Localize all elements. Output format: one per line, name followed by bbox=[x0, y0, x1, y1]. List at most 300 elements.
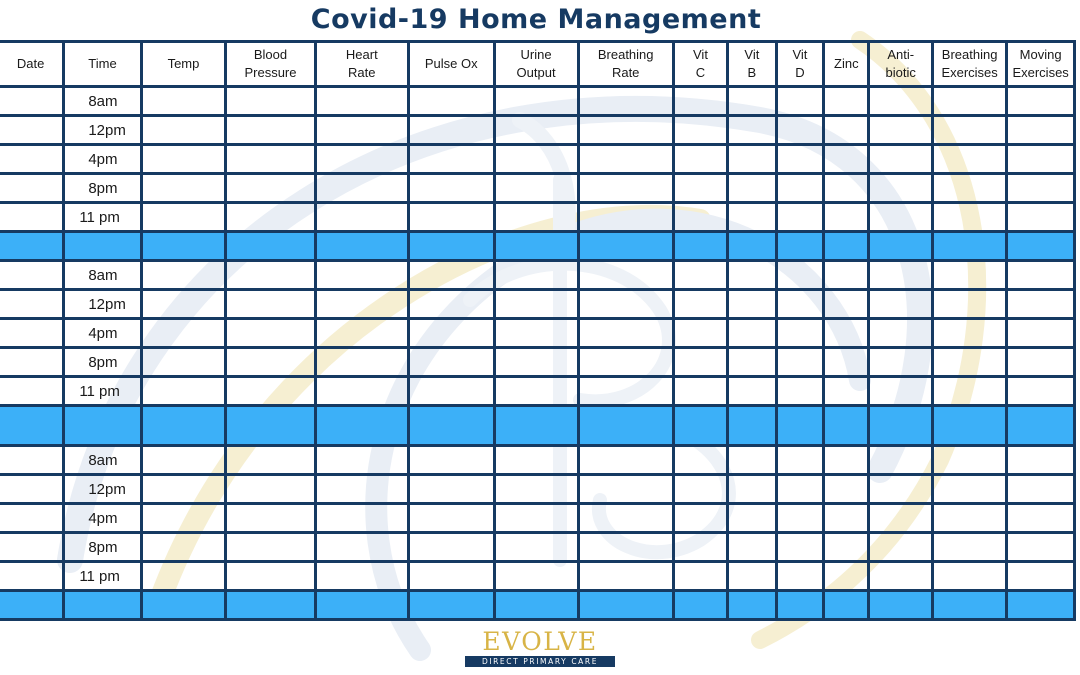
entry-cell[interactable] bbox=[578, 290, 673, 319]
entry-cell[interactable] bbox=[578, 446, 673, 475]
entry-cell[interactable] bbox=[315, 377, 408, 406]
entry-cell[interactable] bbox=[1007, 290, 1075, 319]
entry-cell[interactable] bbox=[728, 261, 777, 290]
header-date: Date bbox=[0, 42, 64, 87]
separator-cell bbox=[578, 232, 673, 261]
separator-cell bbox=[673, 232, 727, 261]
date-entry-cell[interactable] bbox=[0, 562, 64, 591]
time-label: 12pm bbox=[88, 295, 126, 313]
table-row bbox=[0, 562, 1075, 591]
entry-cell[interactable] bbox=[578, 533, 673, 562]
entry-cell[interactable] bbox=[1007, 116, 1075, 145]
time-label: 4pm bbox=[88, 150, 118, 168]
entry-cell[interactable] bbox=[824, 203, 869, 232]
entry-cell[interactable] bbox=[728, 290, 777, 319]
header-vit-d: Vit D bbox=[776, 42, 824, 87]
entry-cell[interactable] bbox=[932, 203, 1006, 232]
separator-cell bbox=[141, 232, 226, 261]
time-label: 11 pm bbox=[79, 208, 120, 226]
entry-cell[interactable] bbox=[869, 290, 933, 319]
entry-cell[interactable] bbox=[315, 533, 408, 562]
entry-cell[interactable] bbox=[776, 116, 824, 145]
entry-cell[interactable] bbox=[728, 145, 777, 174]
entry-cell[interactable] bbox=[578, 116, 673, 145]
entry-cell[interactable] bbox=[226, 533, 315, 562]
entry-cell[interactable] bbox=[578, 87, 673, 116]
separator-cell bbox=[0, 232, 64, 261]
entry-cell[interactable] bbox=[578, 377, 673, 406]
entry-cell[interactable] bbox=[824, 261, 869, 290]
separator-cell bbox=[869, 232, 933, 261]
entry-cell[interactable] bbox=[141, 475, 226, 504]
separator-cell bbox=[1007, 591, 1075, 620]
entry-cell[interactable] bbox=[1007, 87, 1075, 116]
entry-cell[interactable] bbox=[776, 475, 824, 504]
entry-cell[interactable] bbox=[932, 116, 1006, 145]
entry-cell[interactable] bbox=[824, 562, 869, 591]
entry-cell[interactable] bbox=[932, 348, 1006, 377]
entry-cell[interactable] bbox=[494, 261, 578, 290]
entry-cell[interactable] bbox=[728, 562, 777, 591]
entry-cell[interactable] bbox=[408, 348, 494, 377]
date-entry-cell[interactable] bbox=[0, 87, 64, 116]
entry-cell[interactable] bbox=[494, 290, 578, 319]
entry-cell[interactable] bbox=[824, 475, 869, 504]
entry-cell[interactable] bbox=[494, 504, 578, 533]
entry-cell[interactable] bbox=[408, 504, 494, 533]
entry-cell[interactable] bbox=[141, 261, 226, 290]
entry-cell[interactable] bbox=[141, 504, 226, 533]
separator-cell bbox=[728, 406, 777, 446]
separator-cell bbox=[869, 406, 933, 446]
separator-cell bbox=[226, 232, 315, 261]
entry-cell[interactable] bbox=[728, 533, 777, 562]
entry-cell[interactable] bbox=[315, 319, 408, 348]
entry-cell[interactable] bbox=[776, 562, 824, 591]
entry-cell[interactable] bbox=[673, 446, 727, 475]
entry-cell[interactable] bbox=[494, 203, 578, 232]
separator-cell bbox=[776, 406, 824, 446]
date-entry-cell[interactable] bbox=[0, 475, 64, 504]
separator-cell bbox=[1007, 232, 1075, 261]
entry-cell[interactable] bbox=[315, 203, 408, 232]
entry-cell[interactable] bbox=[408, 203, 494, 232]
time-label: 8am bbox=[88, 266, 118, 284]
entry-cell[interactable] bbox=[932, 475, 1006, 504]
entry-cell[interactable] bbox=[1007, 319, 1075, 348]
header-heart-rate: Heart Rate bbox=[315, 42, 408, 87]
entry-cell[interactable] bbox=[226, 475, 315, 504]
entry-cell[interactable] bbox=[1007, 377, 1075, 406]
entry-cell[interactable] bbox=[673, 533, 727, 562]
entry-cell[interactable] bbox=[408, 87, 494, 116]
entry-cell[interactable] bbox=[141, 290, 226, 319]
entry-cell[interactable] bbox=[932, 290, 1006, 319]
header-zinc: Zinc bbox=[824, 42, 869, 87]
entry-cell[interactable] bbox=[869, 116, 933, 145]
entry-cell[interactable] bbox=[141, 562, 226, 591]
entry-cell[interactable] bbox=[932, 504, 1006, 533]
date-entry-cell[interactable] bbox=[0, 290, 64, 319]
entry-cell[interactable] bbox=[315, 116, 408, 145]
entry-cell[interactable] bbox=[776, 174, 824, 203]
evolve-logo bbox=[461, 629, 619, 669]
entry-cell[interactable] bbox=[776, 319, 824, 348]
entry-cell[interactable] bbox=[932, 87, 1006, 116]
entry-cell[interactable] bbox=[869, 203, 933, 232]
entry-cell[interactable] bbox=[869, 446, 933, 475]
entry-cell[interactable] bbox=[226, 319, 315, 348]
entry-cell[interactable] bbox=[494, 377, 578, 406]
entry-cell[interactable] bbox=[226, 290, 315, 319]
entry-cell[interactable] bbox=[141, 319, 226, 348]
entry-cell[interactable] bbox=[932, 562, 1006, 591]
separator-cell bbox=[728, 232, 777, 261]
time-cell bbox=[64, 562, 141, 591]
entry-cell[interactable] bbox=[1007, 504, 1075, 533]
separator-cell bbox=[578, 406, 673, 446]
date-entry-cell[interactable] bbox=[0, 319, 64, 348]
entry-cell[interactable] bbox=[494, 87, 578, 116]
entry-cell[interactable] bbox=[226, 174, 315, 203]
entry-cell[interactable] bbox=[408, 290, 494, 319]
time-cell bbox=[64, 116, 141, 145]
entry-cell[interactable] bbox=[494, 116, 578, 145]
entry-cell[interactable] bbox=[776, 87, 824, 116]
entry-cell[interactable] bbox=[141, 446, 226, 475]
time-label: 11 pm bbox=[79, 382, 120, 400]
separator-cell bbox=[315, 406, 408, 446]
entry-cell[interactable] bbox=[141, 116, 226, 145]
entry-cell[interactable] bbox=[932, 533, 1006, 562]
separator-cell bbox=[673, 406, 727, 446]
separator-cell bbox=[141, 406, 226, 446]
entry-cell[interactable] bbox=[141, 377, 226, 406]
date-entry-cell[interactable] bbox=[0, 116, 64, 145]
entry-cell[interactable] bbox=[932, 145, 1006, 174]
entry-cell[interactable] bbox=[226, 87, 315, 116]
entry-cell[interactable] bbox=[1007, 475, 1075, 504]
day-separator-row bbox=[0, 232, 1075, 261]
entry-cell[interactable] bbox=[673, 319, 727, 348]
entry-cell[interactable] bbox=[673, 475, 727, 504]
entry-cell[interactable] bbox=[141, 87, 226, 116]
time-cell bbox=[64, 475, 141, 504]
entry-cell[interactable] bbox=[824, 87, 869, 116]
table-row bbox=[0, 174, 1075, 203]
entry-cell[interactable] bbox=[728, 377, 777, 406]
entry-cell[interactable] bbox=[728, 348, 777, 377]
time-label: 12pm bbox=[88, 480, 126, 498]
separator-cell bbox=[0, 406, 64, 446]
tracking-table bbox=[0, 40, 1076, 621]
entry-cell[interactable] bbox=[776, 446, 824, 475]
entry-cell[interactable] bbox=[141, 203, 226, 232]
separator-cell bbox=[408, 406, 494, 446]
entry-cell[interactable] bbox=[824, 319, 869, 348]
entry-cell[interactable] bbox=[1007, 261, 1075, 290]
entry-cell[interactable] bbox=[494, 533, 578, 562]
entry-cell[interactable] bbox=[408, 475, 494, 504]
entry-cell[interactable] bbox=[1007, 446, 1075, 475]
time-cell bbox=[64, 319, 141, 348]
entry-cell[interactable] bbox=[824, 504, 869, 533]
entry-cell[interactable] bbox=[932, 319, 1006, 348]
entry-cell[interactable] bbox=[315, 261, 408, 290]
separator-cell bbox=[824, 232, 869, 261]
entry-cell[interactable] bbox=[578, 261, 673, 290]
time-cell bbox=[64, 504, 141, 533]
time-cell bbox=[64, 377, 141, 406]
table-row bbox=[0, 446, 1075, 475]
separator-cell bbox=[0, 591, 64, 620]
header-moving-exercises: Moving Exercises bbox=[1007, 42, 1075, 87]
entry-cell[interactable] bbox=[824, 377, 869, 406]
entry-cell[interactable] bbox=[578, 145, 673, 174]
entry-cell[interactable] bbox=[932, 174, 1006, 203]
header-urine-output: Urine Output bbox=[494, 42, 578, 87]
entry-cell[interactable] bbox=[824, 116, 869, 145]
entry-cell[interactable] bbox=[578, 504, 673, 533]
entry-cell[interactable] bbox=[315, 145, 408, 174]
entry-cell[interactable] bbox=[408, 533, 494, 562]
entry-cell[interactable] bbox=[932, 446, 1006, 475]
entry-cell[interactable] bbox=[578, 348, 673, 377]
entry-cell[interactable] bbox=[869, 475, 933, 504]
header-temp: Temp bbox=[141, 42, 226, 87]
header-breathing-rate: Breathing Rate bbox=[578, 42, 673, 87]
entry-cell[interactable] bbox=[776, 348, 824, 377]
day-separator-row bbox=[0, 591, 1075, 620]
time-label: 8pm bbox=[88, 353, 118, 371]
entry-cell[interactable] bbox=[673, 116, 727, 145]
time-cell bbox=[64, 290, 141, 319]
logo-wordmark: EVOLVE bbox=[482, 627, 598, 656]
entry-cell[interactable] bbox=[226, 446, 315, 475]
entry-cell[interactable] bbox=[578, 174, 673, 203]
entry-cell[interactable] bbox=[315, 504, 408, 533]
entry-cell[interactable] bbox=[1007, 174, 1075, 203]
entry-cell[interactable] bbox=[673, 145, 727, 174]
entry-cell[interactable] bbox=[728, 446, 777, 475]
entry-cell[interactable] bbox=[673, 562, 727, 591]
entry-cell[interactable] bbox=[728, 174, 777, 203]
date-entry-cell[interactable] bbox=[0, 533, 64, 562]
date-entry-cell[interactable] bbox=[0, 145, 64, 174]
entry-cell[interactable] bbox=[824, 290, 869, 319]
entry-cell[interactable] bbox=[315, 87, 408, 116]
entry-cell[interactable] bbox=[226, 261, 315, 290]
entry-cell[interactable] bbox=[141, 145, 226, 174]
time-label: 8am bbox=[88, 451, 118, 469]
entry-cell[interactable] bbox=[408, 145, 494, 174]
date-entry-cell[interactable] bbox=[0, 348, 64, 377]
separator-cell bbox=[776, 591, 824, 620]
date-entry-cell[interactable] bbox=[0, 174, 64, 203]
entry-cell[interactable] bbox=[494, 475, 578, 504]
separator-cell bbox=[315, 591, 408, 620]
separator-cell bbox=[1007, 406, 1075, 446]
entry-cell[interactable] bbox=[869, 562, 933, 591]
entry-cell[interactable] bbox=[408, 174, 494, 203]
time-cell bbox=[64, 145, 141, 174]
entry-cell[interactable] bbox=[824, 533, 869, 562]
entry-cell[interactable] bbox=[673, 174, 727, 203]
entry-cell[interactable] bbox=[494, 348, 578, 377]
entry-cell[interactable] bbox=[728, 87, 777, 116]
entry-cell[interactable] bbox=[869, 377, 933, 406]
entry-cell[interactable] bbox=[1007, 562, 1075, 591]
logo-tagline: DIRECT PRIMARY CARE bbox=[465, 656, 615, 667]
time-label: 4pm bbox=[88, 324, 118, 342]
entry-cell[interactable] bbox=[673, 203, 727, 232]
header-vit-c: Vit C bbox=[673, 42, 727, 87]
time-cell bbox=[64, 348, 141, 377]
entry-cell[interactable] bbox=[315, 446, 408, 475]
entry-cell[interactable] bbox=[869, 319, 933, 348]
entry-cell[interactable] bbox=[315, 174, 408, 203]
entry-cell[interactable] bbox=[578, 319, 673, 348]
table-body bbox=[0, 87, 1075, 620]
table-row bbox=[0, 261, 1075, 290]
entry-cell[interactable] bbox=[728, 116, 777, 145]
entry-cell[interactable] bbox=[776, 377, 824, 406]
entry-cell[interactable] bbox=[141, 533, 226, 562]
entry-cell[interactable] bbox=[141, 174, 226, 203]
entry-cell[interactable] bbox=[226, 145, 315, 174]
entry-cell[interactable] bbox=[315, 290, 408, 319]
time-label: 8pm bbox=[88, 179, 118, 197]
entry-cell[interactable] bbox=[728, 319, 777, 348]
entry-cell[interactable] bbox=[494, 174, 578, 203]
entry-cell[interactable] bbox=[728, 475, 777, 504]
table-row bbox=[0, 319, 1075, 348]
entry-cell[interactable] bbox=[315, 348, 408, 377]
entry-cell[interactable] bbox=[226, 116, 315, 145]
table-row bbox=[0, 87, 1075, 116]
time-cell bbox=[64, 87, 141, 116]
entry-cell[interactable] bbox=[673, 87, 727, 116]
entry-cell[interactable] bbox=[226, 203, 315, 232]
table-row bbox=[0, 504, 1075, 533]
entry-cell[interactable] bbox=[869, 145, 933, 174]
entry-cell[interactable] bbox=[408, 261, 494, 290]
date-entry-cell[interactable] bbox=[0, 261, 64, 290]
table-row bbox=[0, 145, 1075, 174]
table-row bbox=[0, 533, 1075, 562]
entry-cell[interactable] bbox=[578, 475, 673, 504]
date-entry-cell[interactable] bbox=[0, 377, 64, 406]
entry-cell[interactable] bbox=[932, 377, 1006, 406]
separator-cell bbox=[226, 591, 315, 620]
entry-cell[interactable] bbox=[869, 348, 933, 377]
entry-cell[interactable] bbox=[408, 319, 494, 348]
entry-cell[interactable] bbox=[776, 533, 824, 562]
table-row bbox=[0, 348, 1075, 377]
entry-cell[interactable] bbox=[673, 261, 727, 290]
time-label: 8am bbox=[88, 92, 118, 110]
time-cell bbox=[64, 446, 141, 475]
entry-cell[interactable] bbox=[869, 504, 933, 533]
entry-cell[interactable] bbox=[728, 504, 777, 533]
entry-cell[interactable] bbox=[824, 348, 869, 377]
table-row bbox=[0, 116, 1075, 145]
entry-cell[interactable] bbox=[578, 203, 673, 232]
separator-cell bbox=[64, 232, 141, 261]
entry-cell[interactable] bbox=[141, 348, 226, 377]
date-entry-cell[interactable] bbox=[0, 446, 64, 475]
entry-cell[interactable] bbox=[408, 562, 494, 591]
entry-cell[interactable] bbox=[673, 504, 727, 533]
entry-cell[interactable] bbox=[869, 261, 933, 290]
entry-cell[interactable] bbox=[824, 174, 869, 203]
separator-cell bbox=[408, 232, 494, 261]
separator-cell bbox=[824, 406, 869, 446]
entry-cell[interactable] bbox=[869, 174, 933, 203]
entry-cell[interactable] bbox=[869, 533, 933, 562]
table-row bbox=[0, 475, 1075, 504]
entry-cell[interactable] bbox=[315, 562, 408, 591]
entry-cell[interactable] bbox=[1007, 533, 1075, 562]
entry-cell[interactable] bbox=[824, 446, 869, 475]
separator-cell bbox=[494, 591, 578, 620]
header-blood-pressure: Blood Pressure bbox=[226, 42, 315, 87]
time-cell bbox=[64, 203, 141, 232]
entry-cell[interactable] bbox=[494, 562, 578, 591]
separator-cell bbox=[64, 406, 141, 446]
separator-cell bbox=[141, 591, 226, 620]
entry-cell[interactable] bbox=[1007, 203, 1075, 232]
entry-cell[interactable] bbox=[869, 87, 933, 116]
entry-cell[interactable] bbox=[776, 504, 824, 533]
entry-cell[interactable] bbox=[776, 290, 824, 319]
entry-cell[interactable] bbox=[776, 261, 824, 290]
entry-cell[interactable] bbox=[315, 475, 408, 504]
entry-cell[interactable] bbox=[673, 348, 727, 377]
entry-cell[interactable] bbox=[494, 319, 578, 348]
entry-cell[interactable] bbox=[494, 446, 578, 475]
entry-cell[interactable] bbox=[226, 348, 315, 377]
header-antibiotic: Anti- biotic bbox=[869, 42, 933, 87]
entry-cell[interactable] bbox=[1007, 348, 1075, 377]
entry-cell[interactable] bbox=[408, 377, 494, 406]
separator-cell bbox=[226, 406, 315, 446]
separator-cell bbox=[869, 591, 933, 620]
day-separator-row bbox=[0, 406, 1075, 446]
date-entry-cell[interactable] bbox=[0, 203, 64, 232]
entry-cell[interactable] bbox=[728, 203, 777, 232]
table-row bbox=[0, 377, 1075, 406]
entry-cell[interactable] bbox=[408, 116, 494, 145]
entry-cell[interactable] bbox=[226, 377, 315, 406]
entry-cell[interactable] bbox=[824, 145, 869, 174]
entry-cell[interactable] bbox=[226, 504, 315, 533]
entry-cell[interactable] bbox=[408, 446, 494, 475]
time-label: 8pm bbox=[88, 538, 118, 556]
entry-cell[interactable] bbox=[226, 562, 315, 591]
entry-cell[interactable] bbox=[578, 562, 673, 591]
separator-cell bbox=[932, 406, 1006, 446]
entry-cell[interactable] bbox=[776, 203, 824, 232]
entry-cell[interactable] bbox=[673, 290, 727, 319]
entry-cell[interactable] bbox=[932, 261, 1006, 290]
separator-cell bbox=[64, 591, 141, 620]
date-entry-cell[interactable] bbox=[0, 504, 64, 533]
entry-cell[interactable] bbox=[673, 377, 727, 406]
entry-cell[interactable] bbox=[1007, 145, 1075, 174]
entry-cell[interactable] bbox=[494, 145, 578, 174]
entry-cell[interactable] bbox=[776, 145, 824, 174]
